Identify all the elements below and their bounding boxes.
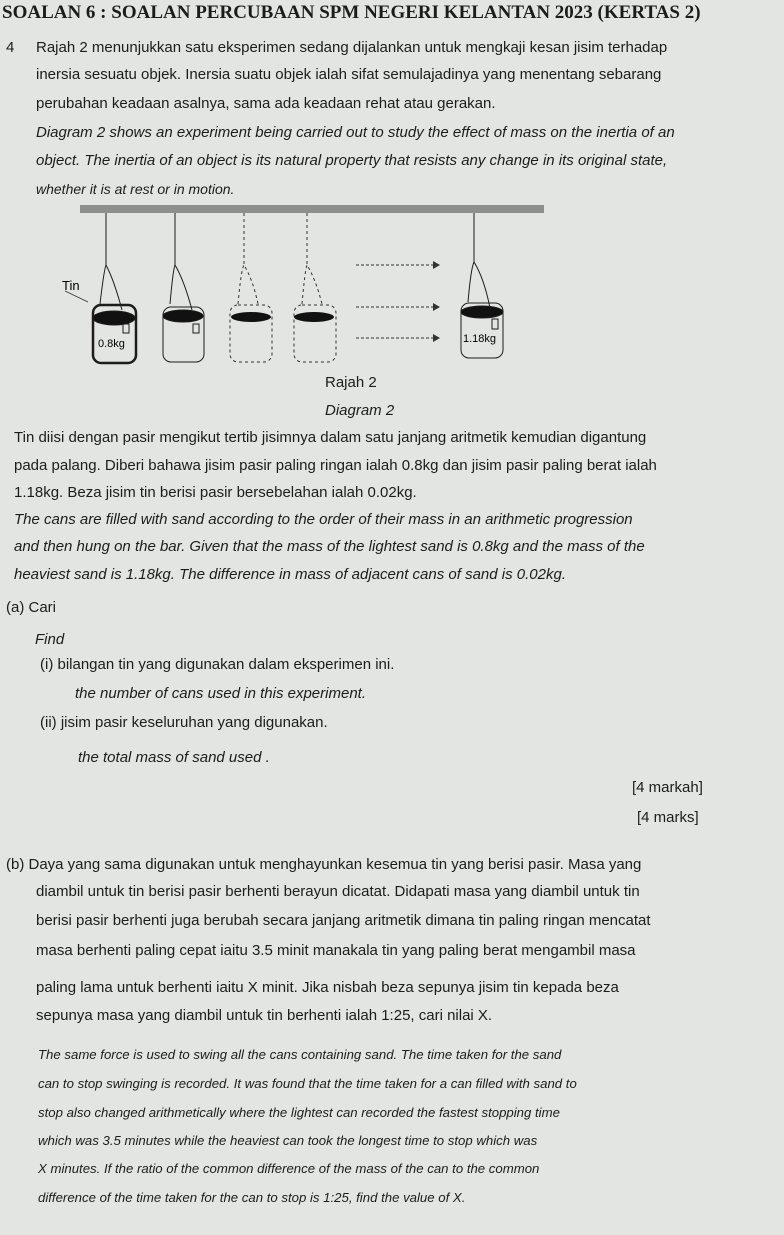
- part-a-label-ms: (a) Cari: [6, 599, 57, 616]
- part-b-ms-line: (b) Daya yang sama digunakan untuk menghayunkan kesemua tin yang berisi pasir. Masa yang: [6, 856, 642, 873]
- intro-en-line: Diagram 2 shows an experiment being carried out to study the effect of mass on the inertia of an: [36, 124, 675, 141]
- part-b-en-line: can to stop swinging is recorded. It was found that the time taken for a can filled with sand to: [38, 1076, 577, 1091]
- marks-ms: [4 markah]: [632, 779, 703, 796]
- part-b-en-line: stop also changed arithmetically where the lightest can recorded the fastest stopping time: [38, 1105, 560, 1120]
- body-ms-line: Tin diisi dengan pasir mengikut tertib jisimnya dalam satu janjang aritmetik kemudian digantung: [14, 429, 647, 446]
- can-dashed-1: [230, 213, 272, 362]
- last-mass-label: 1.18kg: [463, 333, 497, 345]
- can-second: [163, 213, 204, 362]
- question-number: 4: [6, 39, 15, 56]
- part-b-en-line: which was 3.5 minutes while the heaviest can took the longest time to stop which was: [38, 1133, 538, 1148]
- diagram-caption-ms: Rajah 2: [325, 374, 377, 391]
- part-b-ms-line: masa berhenti paling cepat iaitu 3.5 minit manakala tin yang paling berat mengambil masa: [36, 942, 636, 959]
- part-b-ms-line: diambil untuk tin berisi pasir berhenti berayun dicatat. Didapati masa yang diambil untuk tin: [36, 883, 640, 900]
- intro-ms-line: inersia sesuatu objek. Inersia suatu objek ialah sifat semulajadinya yang menentang sebarang: [36, 66, 662, 83]
- page-title: SOALAN 6 : SOALAN PERCUBAAN SPM NEGERI KELANTAN 2023 (KERTAS 2): [2, 2, 701, 23]
- hanging-bar: [80, 205, 544, 213]
- marks-en: [4 marks]: [637, 809, 699, 826]
- part-b-en-line: The same force is used to swing all the cans containing sand. The time taken for the sand: [38, 1047, 562, 1062]
- intro-ms-line: Rajah 2 menunjukkan satu eksperimen sedang dijalankan untuk mengkaji kesan jisim terhadap: [36, 39, 668, 56]
- part-b-ms-line: berisi pasir berhenti juga berubah secara janjang aritmetik dimana tin paling ringan mencatat: [36, 912, 651, 929]
- tin-label: Tin: [62, 278, 80, 293]
- part-a-ii-ms: (ii) jisim pasir keseluruhan yang digunakan.: [40, 714, 328, 731]
- part-a-i-ms: (i) bilangan tin yang digunakan dalam eksperimen ini.: [40, 656, 395, 673]
- continuation-arrows: [356, 261, 440, 342]
- part-a-label-en: Find: [35, 631, 65, 648]
- can-dashed-2: [294, 213, 336, 362]
- body-en-line: and then hung on the bar. Given that the mass of the lightest sand is 0.8kg and the mass of the: [14, 538, 645, 555]
- part-a-ii-en: the total mass of sand used .: [78, 749, 270, 766]
- intro-en-line: object. The inertia of an object is its natural property that resists any change in its original state,: [36, 152, 668, 169]
- part-a-i-en: the number of cans used in this experiment.: [75, 685, 366, 702]
- intro-en-line: whether it is at rest or in motion.: [36, 181, 235, 197]
- diagram-caption-en: Diagram 2: [325, 402, 395, 419]
- body-ms-line: pada palang. Diberi bahawa jisim pasir paling ringan ialah 0.8kg dan jisim pasir paling berat ialah: [14, 457, 657, 474]
- body-en-line: heaviest sand is 1.18kg. The difference in mass of adjacent cans of sand is 0.02kg.: [14, 566, 566, 583]
- part-b-en-line: difference of the time taken for the can to stop is 1:25, find the value of X.: [38, 1190, 466, 1205]
- intro-ms-line: perubahan keadaan asalnya, sama ada keadaan rehat atau gerakan.: [36, 95, 496, 112]
- first-mass-label: 0.8kg: [98, 338, 125, 350]
- part-b-ms-line: paling lama untuk berhenti iaitu X minit. Jika nisbah beza sepunya jisim tin kepada beza: [36, 979, 619, 996]
- body-en-line: The cans are filled with sand according to the order of their mass in an arithmetic progression: [14, 511, 633, 528]
- part-b-ms-line: sepunya masa yang diambil untuk tin berhenti ialah 1:25, cari nilai X.: [36, 1007, 493, 1024]
- part-b-en-line: X minutes. If the ratio of the common difference of the mass of the can to the common: [38, 1161, 540, 1176]
- body-ms-line: 1.18kg. Beza jisim tin berisi pasir bersebelahan ialah 0.02kg.: [14, 484, 417, 501]
